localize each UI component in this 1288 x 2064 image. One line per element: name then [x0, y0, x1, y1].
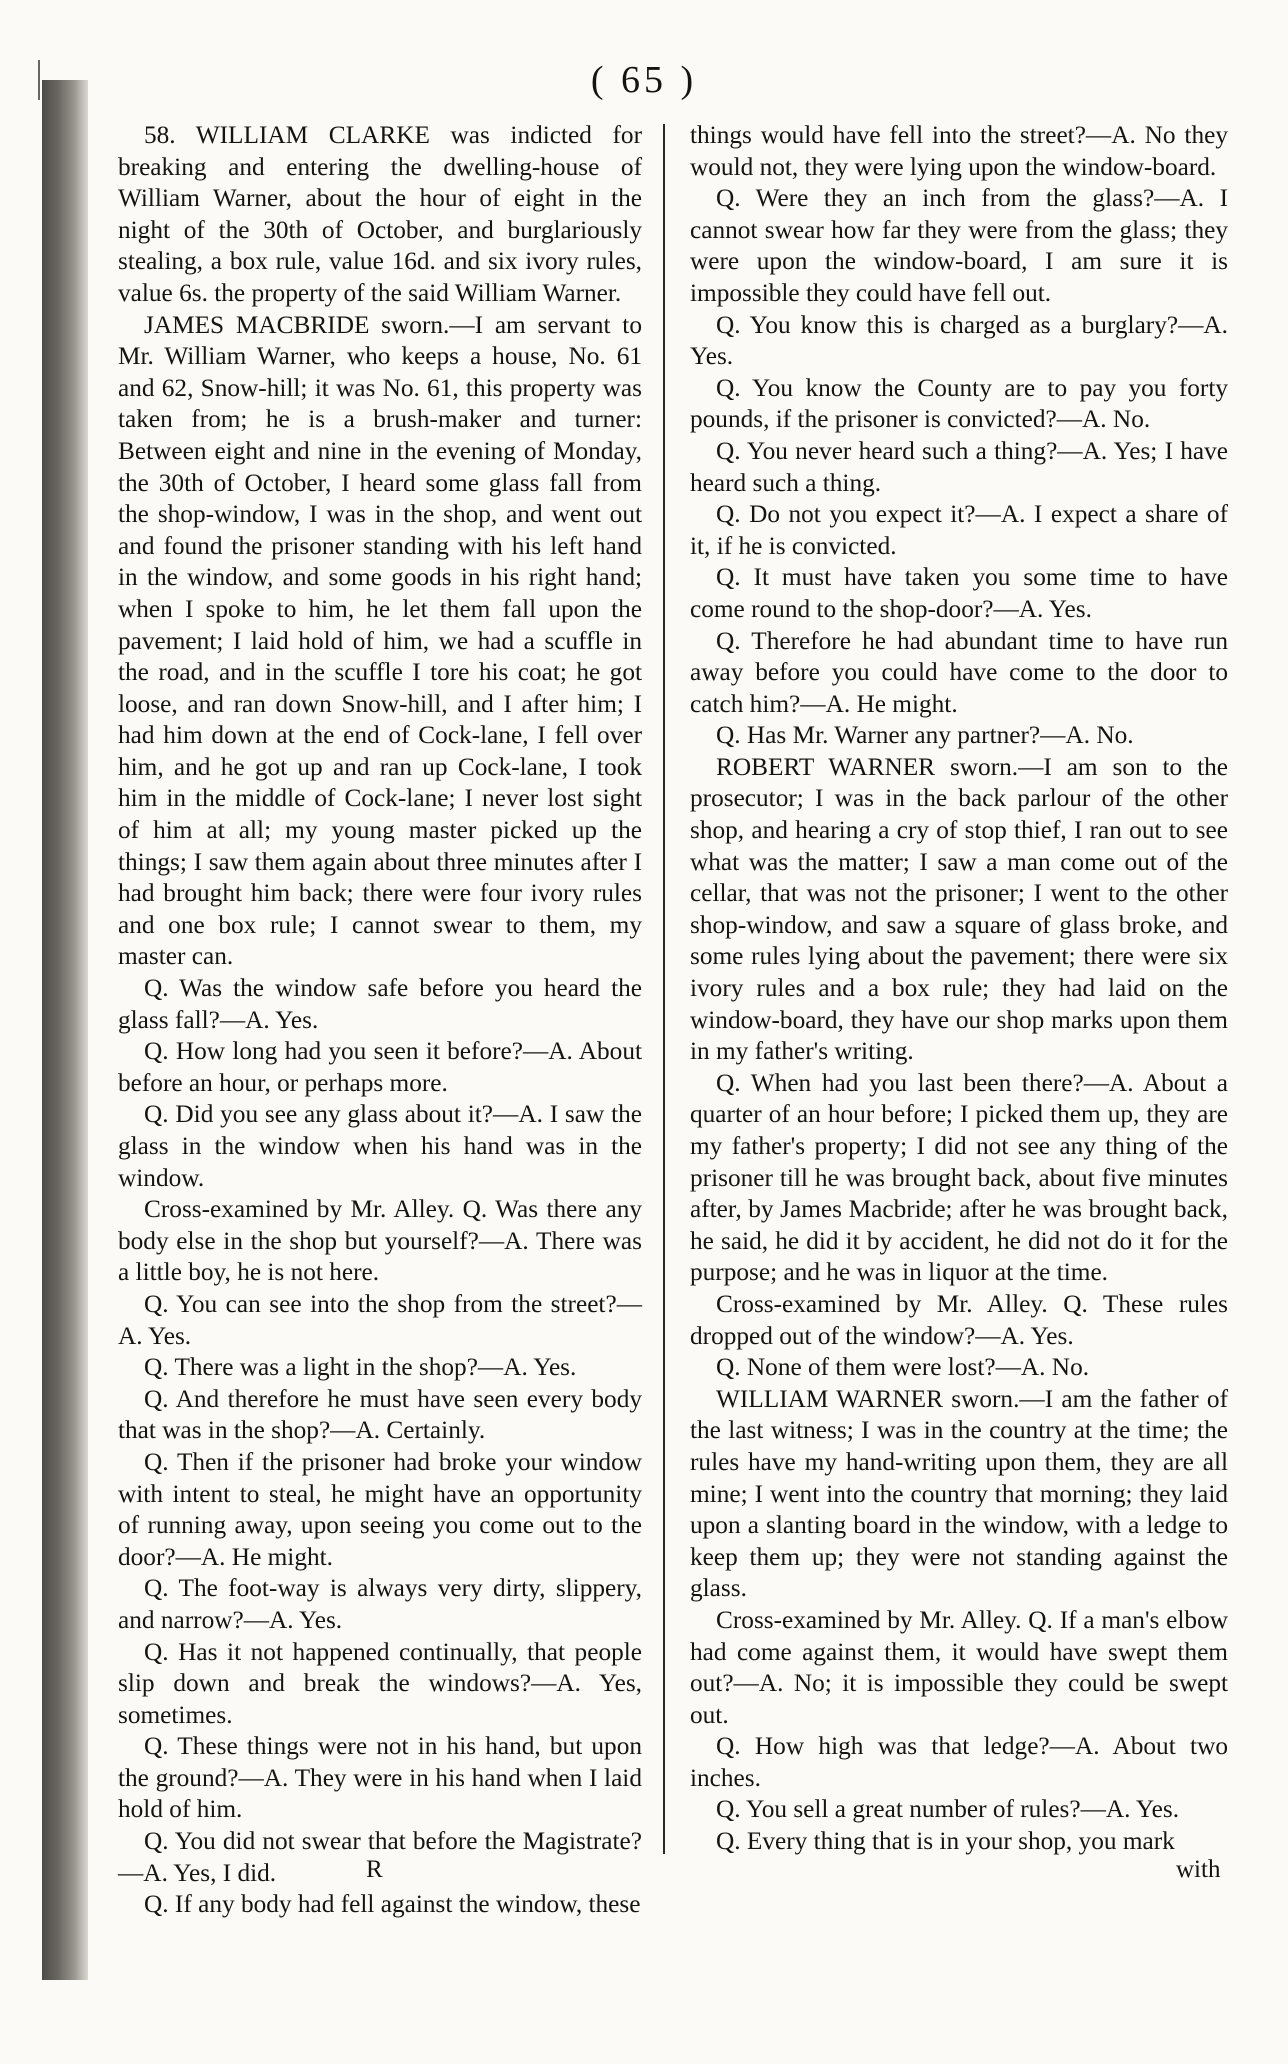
paragraph: WILLIAM WARNER sworn.—I am the father of the last witness; I was in the country at the time; the rules have my hand-writing upon them, they are all mine; I went into the country that morning; they laid upon a slanting board in the window, with a ledge to keep them up; they were not standing against the glass. [690, 1384, 1228, 1603]
paragraph: Q. When had you last been there?—A. About a quarter of an hour before; I picked them up, they are my father's property; I did not see any thing of the prisoner till he was brought back, about five minutes after, by James Macbride; after he was brought back, he said, he did it by accident, he did not do it for the purpose; and he was in liquor at the time. [690, 1068, 1228, 1287]
paragraph: Q. Did you see any glass about it?—A. I saw the glass in the window when his hand was in the window. [118, 1100, 642, 1192]
paragraph: Q. You know the County are to pay you forty pounds, if the prisoner is convicted?—A. No. [690, 373, 1228, 434]
paragraph: Cross-examined by Mr. Alley. Q. Was there any body else in the shop but yourself?—A. There was a little boy, he is not here. [118, 1195, 642, 1287]
paragraph: Q. Therefore he had abundant time to have run away before you could have come to the door to catch him?—A. He might. [690, 626, 1228, 718]
paragraph: Q. There was a light in the shop?—A. Yes. [144, 1353, 577, 1382]
paragraph: Q. Was the window safe before you heard the glass fall?—A. Yes. [118, 974, 642, 1034]
book-spine-shadow [42, 80, 88, 1980]
paragraph: Q. If any body had fell against the window, these [144, 1890, 641, 1919]
paragraph: Q. Were they an inch from the glass?—A. I cannot swear how far they were from the glass; they were upon the window-board, I am sure it is impossible they could have fell out. [690, 184, 1228, 307]
paragraph: Q. None of them were lost?—A. No. [716, 1353, 1090, 1382]
paragraph: Q. And therefore he must have seen every body that was in the shop?—A. Certainly. [118, 1384, 642, 1445]
paragraph: Q. Has it not happened continually, that people slip down and break the windows?—A. Yes, sometimes. [118, 1637, 642, 1729]
paragraph: Q. You know this is charged as a burglary?—A. Yes. [690, 310, 1228, 371]
paragraph: Q. You never heard such a thing?—A. Yes; I have heard such a thing. [690, 436, 1228, 497]
signature-mark: R [366, 1856, 383, 1883]
column-divider [663, 124, 665, 1854]
paragraph: Q. Every thing that is in your shop, you mark [716, 1827, 1175, 1856]
paragraph: Cross-examined by Mr. Alley. Q. These rules dropped out of the window?—A. Yes. [690, 1289, 1228, 1350]
paragraph: Q. You did not swear that before the Magistrate?—A. Yes, I did. [118, 1827, 642, 1887]
paragraph: Q. It must have taken you some time to have come round to the shop-door?—A. Yes. [690, 563, 1228, 623]
paragraph: 58. WILLIAM CLARKE was indicted for breaking and entering the dwelling-house of William Warner, about the hour of eight in the night of the 30th of October, and burglariously stealing, a box rule, value 16d. and six ivory rules, value 6s. the property of the said William Warner. [118, 121, 642, 307]
paragraph: Q. You sell a great number of rules?—A. Yes. [716, 1795, 1180, 1824]
paragraph: Cross-examined by Mr. Alley. Q. If a man's elbow had come against them, it would have swept them out?—A. No; it is impossible they could be swept out. [690, 1605, 1228, 1729]
paragraph: ROBERT WARNER sworn.—I am son to the prosecutor; I was in the back parlour of the other shop, and hearing a cry of stop thief, I ran out to see what was the matter; I saw a man come out of the cellar, that was not the prisoner; I went to the other shop-window, and saw a square of glass broke, and some rules lying about the pavement; there were six ivory rules and a box rule; they had laid on the window-board, they have our shop marks upon them in my father's writing. [690, 752, 1228, 1066]
paragraph: Q. How long had you seen it before?—A. About before an hour, or perhaps more. [118, 1037, 642, 1097]
paragraph: Q. Do not you expect it?—A. I expect a share of it, if he is convicted. [690, 500, 1228, 560]
left-column [118, 120, 642, 1921]
paragraph: Q. The foot-way is always very dirty, slippery, and narrow?—A. Yes. [118, 1574, 642, 1634]
paragraph: Q. Has Mr. Warner any partner?—A. No. [716, 721, 1134, 750]
paragraph: Q. You can see into the shop from the street?—A. Yes. [118, 1289, 642, 1350]
paragraph: Q. These things were not in his hand, but upon the ground?—A. They were in his hand when I laid hold of him. [118, 1732, 642, 1824]
paragraph: Q. Then if the prisoner had broke your window with intent to steal, he might have an opportunity of running away, upon seeing you come out to the door?—A. He might. [118, 1447, 642, 1571]
page-number: ( 65 ) [590, 59, 698, 101]
paragraph: things would have fell into the street?—A. No they would not, they were lying upon the window-board. [690, 121, 1228, 181]
paragraph: JAMES MACBRIDE sworn.—I am servant to Mr. William Warner, who keeps a house, No. 61 and 62, Snow-hill; it was No. 61, this property was taken from; he is a brush-maker and turner: Between eight and nine in the evening of Monday, the 30th of October, I heard some glass fall from the shop-window, I was in the shop, and went out and found the prisoner standing with his left hand in the window, and some goods in his right hand; when I spoke to him, he let them fall upon the pavement; I laid hold of him, we had a scuffle in the road, and in the scuffle I tore his coat; he got loose, and ran down Snow-hill, and I after him; I had him down at the end of Cock-lane, I fell over him, and he got up and ran up Cock-lane, I took him in the middle of Cock-lane; I never lost sight of him at all; my young master picked up the things; I saw them again about three minutes after I had brought him back; there were four ivory rules and one box rule; I cannot swear to them, my master can. [118, 310, 642, 971]
paragraph: Q. How high was that ledge?—A. About two inches. [690, 1732, 1228, 1792]
right-column [690, 120, 1228, 1858]
catchword: with [1176, 1856, 1221, 1883]
